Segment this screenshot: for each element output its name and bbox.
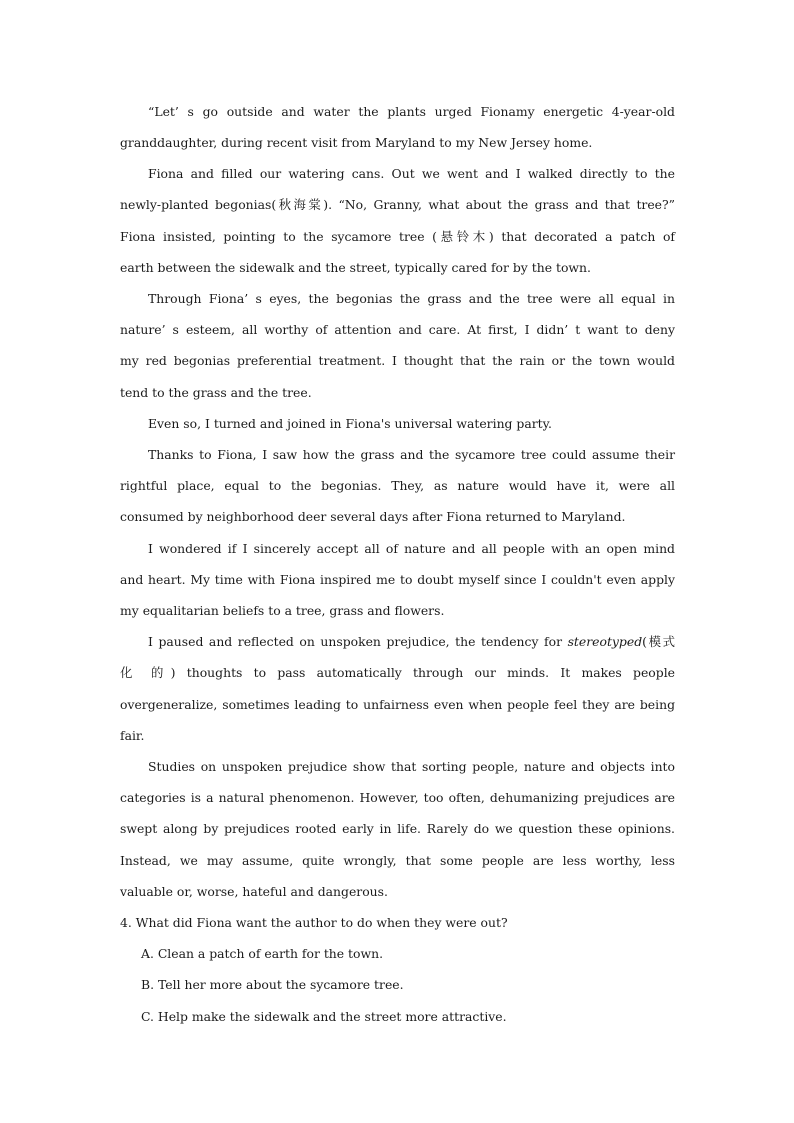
paragraph-8-line-4: Instead, we may assume, quite wrongly, that some people are less worthy, less bbox=[120, 853, 675, 868]
paragraph-8-line-2: categories is a natural phenomenon. However, too often, dehumanizing prejudices are bbox=[120, 790, 675, 805]
option-a: A. Clean a patch of earth for the town. bbox=[141, 946, 384, 961]
paragraph-6-line-2: and heart. My time with Fiona inspired me to doubt myself since I couldn't even apply bbox=[120, 572, 675, 587]
paragraph-5-line-1: Thanks to Fiona, I saw how the grass and the sycamore tree could assume their bbox=[148, 447, 675, 462]
paragraph-6-line-3: my equalitarian beliefs to a tree, grass and flowers. bbox=[120, 603, 445, 618]
paragraph-3-line-1: Through Fiona’ s eyes, the begonias the grass and the tree were all equal in bbox=[148, 291, 675, 306]
paragraph-3-line-3: my red begonias preferential treatment. I thought that the rain or the town would bbox=[120, 353, 675, 368]
stereotyped-term: stereotyped bbox=[567, 634, 643, 649]
paragraph-8-line-5: valuable or, worse, hateful and dangerous. bbox=[120, 884, 388, 899]
paragraph-1-line-1: “Let’ s go outside and water the plants urged Fionamy energetic 4-year-old bbox=[148, 104, 675, 119]
paragraph-5-line-2: rightful place, equal to the begonias. They, as nature would have it, were all bbox=[120, 478, 675, 493]
question-stem: 4. What did Fiona want the author to do when they were out? bbox=[120, 915, 508, 930]
option-b: B. Tell her more about the sycamore tree. bbox=[141, 977, 404, 992]
paragraph-7-text-b: (模式 bbox=[642, 634, 675, 649]
paragraph-7-line-4: fair. bbox=[120, 728, 145, 743]
paragraph-8-line-1: Studies on unspoken prejudice show that sorting people, nature and objects into bbox=[148, 759, 675, 774]
paragraph-2-line-1: Fiona and filled our watering cans. Out we went and I walked directly to the bbox=[148, 166, 675, 181]
paragraph-3-line-4: tend to the grass and the tree. bbox=[120, 385, 312, 400]
paragraph-7-text-a: I paused and reflected on unspoken prejudice, the tendency for bbox=[148, 634, 568, 649]
paragraph-1-line-2: granddaughter, during recent visit from Maryland to my New Jersey home. bbox=[120, 135, 593, 150]
paragraph-2-line-4: earth between the sidewalk and the street, typically cared for by the town. bbox=[120, 260, 591, 275]
paragraph-4-line-1: Even so, I turned and joined in Fiona's universal watering party. bbox=[148, 416, 552, 431]
paragraph-6-line-1: I wondered if I sincerely accept all of nature and all people with an open mind bbox=[148, 541, 675, 556]
paragraph-7-line-2: 化 的) thoughts to pass automatically through our minds. It makes people bbox=[120, 665, 675, 680]
paragraph-7-line-1 bbox=[148, 634, 675, 650]
paragraph-8-line-3: swept along by prejudices rooted early in life. Rarely do we question these opinions. bbox=[120, 821, 675, 836]
paragraph-2-line-2: newly-planted begonias(秋海棠). “No, Granny, what about the grass and that tree?” bbox=[120, 197, 675, 212]
paragraph-7-line-3: overgeneralize, sometimes leading to unfairness even when people feel they are being bbox=[120, 697, 675, 712]
paragraph-2-line-3: Fiona insisted, pointing to the sycamore tree (悬铃木) that decorated a patch of bbox=[120, 229, 675, 244]
paragraph-5-line-3: consumed by neighborhood deer several days after Fiona returned to Maryland. bbox=[120, 509, 626, 524]
paragraph-3-line-2: nature’ s esteem, all worthy of attention and care. At first, I didn’ t want to deny bbox=[120, 322, 675, 337]
option-c: C. Help make the sidewalk and the street more attractive. bbox=[141, 1009, 507, 1024]
